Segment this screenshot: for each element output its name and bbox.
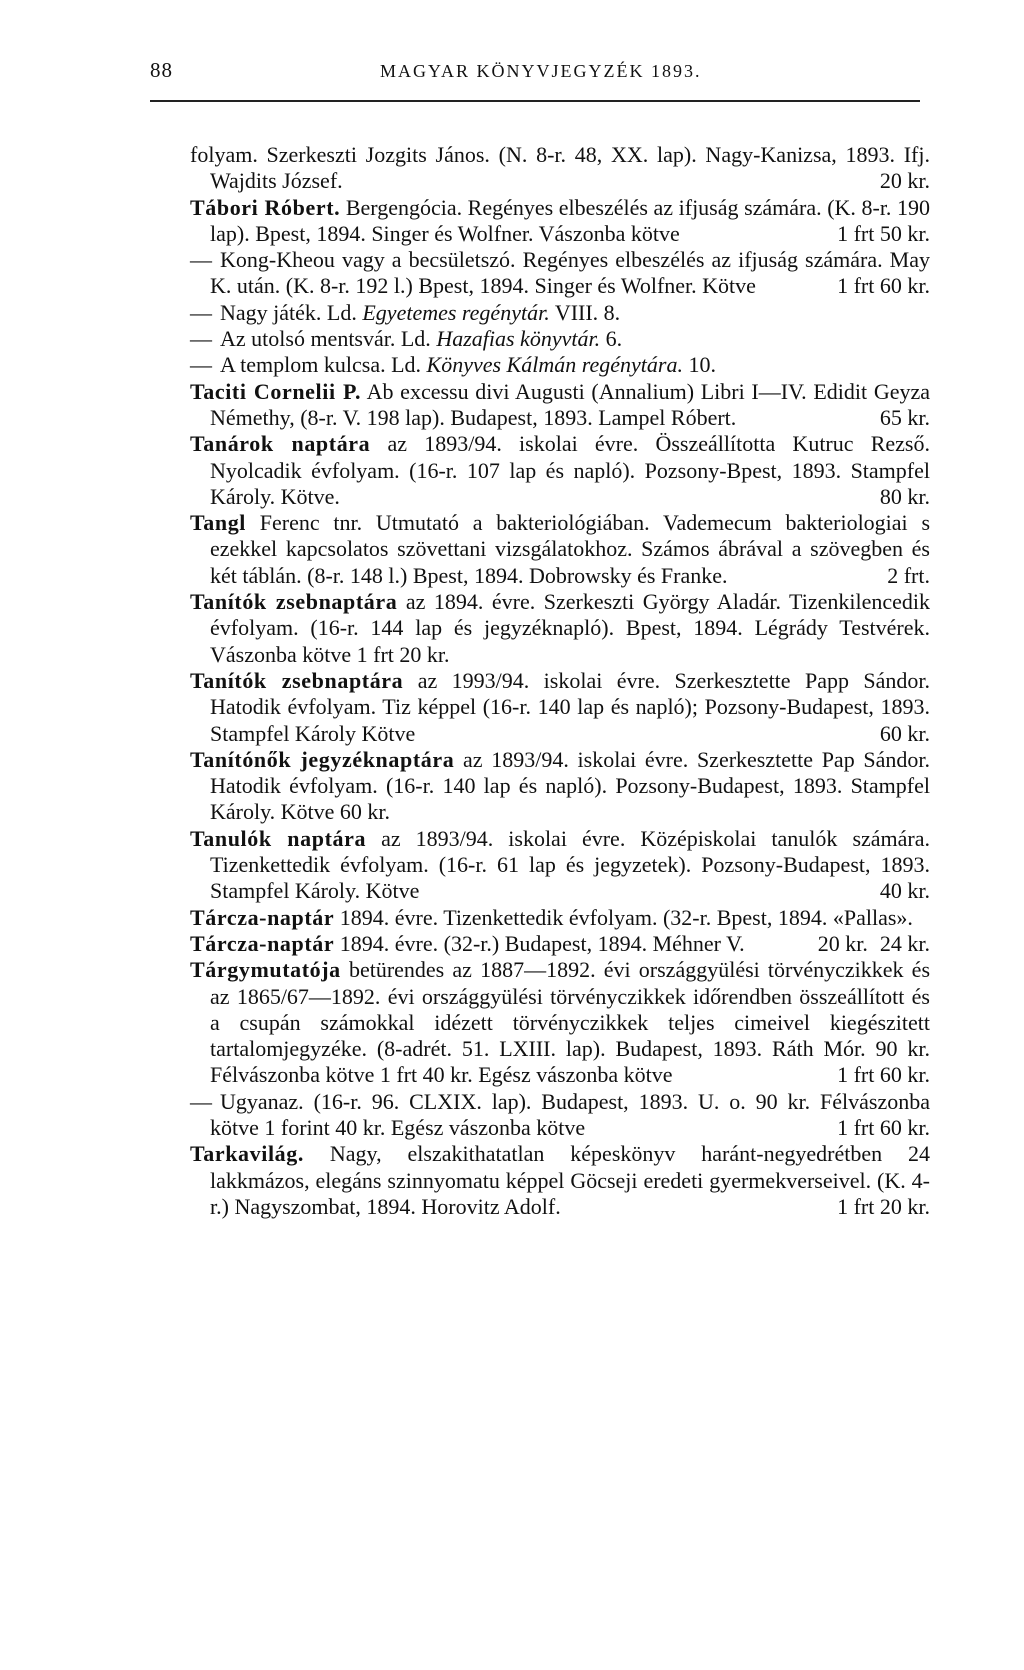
catalog-entry	[190, 379, 930, 432]
catalog-entry	[190, 957, 930, 1088]
entry-price: 1 frt 20 kr.	[837, 1193, 930, 1219]
entry-price: 20 kr.	[879, 168, 930, 194]
catalog-entry	[190, 142, 930, 195]
entry-text: 1894. évre. Tizenkettedik évfolyam. (32-r. Bpest, 1894. «Pallas».	[339, 904, 913, 930]
entry-price: 24 kr.	[879, 930, 930, 956]
entry-text: Ferenc tnr. Utmutató a bakteriológiában. Vademecum bakteriologiai s ezekkel kapcsolatos szövettani vizsgálatokhoz. Számos ábrával a szövegben és két táblán. (8-r. 148 l.) Bpest, 1894. Dobrowsky és Franke.	[210, 510, 930, 588]
entry-title: Tárgymutatója	[190, 957, 341, 983]
entry-text: 1894. évre. (32-r.) Budapest, 1894. Méhner V.	[339, 930, 745, 956]
entry-price: 60 kr.	[879, 720, 930, 746]
entry-price: 1 frt 50 kr.	[837, 220, 930, 246]
repeat-dash: —	[190, 299, 212, 325]
entry-text: Bergengócia. Regényes elbeszélés az ifjuság számára. (K. 8-r. 190 lap). Bpest, 1894. Singer és Wolfner. Vászonba kötve	[210, 194, 931, 246]
repeat-dash: —	[190, 1088, 212, 1114]
entry-price: 40 kr.	[879, 878, 930, 904]
header-rule	[150, 100, 920, 102]
entry-title: Taciti Cornelii P.	[190, 378, 362, 404]
repeat-dash: —	[190, 326, 212, 352]
entry-text: Az utolsó mentsvár. Ld.	[220, 326, 431, 352]
entry-title: Tangl	[190, 510, 247, 536]
repeat-dash: —	[190, 247, 212, 273]
entry-title: Tanulók naptára	[190, 825, 367, 851]
catalog-entry	[190, 247, 930, 300]
catalog-entry	[190, 931, 930, 957]
entry-text: az 1993/94. iskolai évre. Szerkesztette Papp Sándor. Hatodik évfolyam. Tiz képpel (16-r. 140 lap és napló); Pozsony-Budapest, 1893. Stampfel Károly Kötve	[210, 667, 930, 746]
repeat-dash: —	[190, 352, 212, 378]
series-number: 10.	[688, 352, 716, 378]
catalog-entry	[190, 668, 930, 747]
catalog-entry	[190, 1141, 930, 1220]
entry-text: Kong-Kheou vagy a becsületszó. Regényes elbeszélés az ifjuság számára. May K. után. (K. 8-r. 192 l.) Bpest, 1894. Singer és Wolfner. Kötve	[210, 247, 930, 299]
series-reference: Egyetemes regénytár.	[362, 299, 550, 325]
catalog-entry	[190, 195, 930, 248]
series-reference: Hazafias könyvtár.	[436, 326, 601, 352]
page-header	[150, 58, 920, 98]
entry-price: 1 frt 60 kr.	[837, 1062, 930, 1088]
catalog-entry	[190, 352, 930, 378]
series-number: VIII. 8.	[554, 299, 621, 325]
running-head: MAGYAR KÖNYVJEGYZÉK 1893.	[380, 61, 702, 81]
entry-price: 1 frt 60 kr.	[837, 1114, 930, 1140]
catalog-entry	[190, 747, 930, 826]
entry-price: 20 kr.	[817, 930, 868, 956]
entry-title: Tanítók zsebnaptára	[190, 667, 404, 693]
entry-text: Nagy játék. Ld.	[220, 299, 357, 325]
page-number: 88	[150, 58, 173, 82]
entry-text: az 1893/94. iskolai évre. Összeállította Kutruc Rezső. Nyolcadik évfolyam. (16-r. 107 lap és napló). Pozsony-Bpest, 1893. Stampfel Károly. Kötve.	[210, 431, 930, 509]
entry-price: 65 kr.	[879, 404, 930, 430]
catalog-entry	[190, 326, 930, 352]
entry-title: Tanárok naptára	[190, 431, 371, 457]
catalog-entry	[190, 510, 930, 589]
entry-text: az 1893/94. iskolai évre. Szerkesztette Pap Sándor. Hatodik évfolyam. (16-r. 140 lap és napló). Pozsony-Budapest, 1893. Stampfel Károly. Kötve 60 kr.	[210, 746, 930, 825]
entry-text: Ab excessu divi Augusti (Annalium) Libri I—IV. Edidit Geyza Némethy, (8-r. V. 198 lap). Budapest, 1893. Lampel Róbert.	[210, 378, 930, 430]
entry-price: 1 frt 60 kr.	[837, 273, 930, 299]
entry-title: Tárcza-naptár	[190, 930, 335, 956]
entry-text: Nagy, elszakithatatlan képeskönyv haránt-negyedrétben 24 lakkmázos, elegáns szinnyomatu képpel Göcseji eredeti gyermekverseivel. (K. 4-r.) Nagyszombat, 1894. Horovitz Adolf.	[210, 1141, 930, 1219]
entry-text: betürendes az 1887—1892. évi országgyülési törvényczikkek és az 1865/67—1892. évi országgyülési törvényczikkek időrendben összeállított és a csupán számokkal idézett törvényczikkek teljes cimeivel kiegészitett tartalomjegyzéke. (8-adrét. 51. LXIII. lap). Budapest, 1893. Ráth Mór. 90 kr. Félvászonba kötve 1 frt 40 kr. Egész vászonba kötve	[210, 957, 931, 1088]
entry-text: Ugyanaz. (16-r. 96. CLXIX. lap). Budapest, 1893. U. o. 90 kr. Félvászonba kötve 1 forint 40 kr. Egész vászonba kötve	[210, 1088, 930, 1140]
catalog-entry	[190, 1089, 930, 1142]
catalog-entry	[190, 431, 930, 510]
entry-title: Tanítók zsebnaptára	[190, 589, 398, 615]
entry-price: 2 frt.	[887, 562, 930, 588]
entry-text: A templom kulcsa. Ld.	[220, 352, 422, 378]
catalog-entry	[190, 826, 930, 905]
entry-text: folyam. Szerkeszti Jozgits János. (N. 8-r. 48, XX. lap). Nagy-Kanizsa, 1893. Ifj. Wajdits József.	[190, 142, 930, 194]
entry-text: az 1894. évre. Szerkeszti György Aladár. Tizenkilencedik évfolyam. (16-r. 144 lap és jegyzéknapló). Bpest, 1894. Légrády Testvérek. Vászonba kötve 1 frt 20 kr.	[210, 589, 930, 667]
series-reference: Könyves Kálmán regénytára.	[426, 352, 683, 378]
catalog-entry	[190, 589, 930, 668]
entry-title: Tanítónők jegyzéknaptára	[190, 746, 455, 772]
series-number: 6.	[605, 326, 623, 352]
catalog-entry	[190, 300, 930, 326]
entry-text: az 1893/94. iskolai évre. Középiskolai tanulók számára. Tizenkettedik évfolyam. (16-r. 61 lap és jegyzetek). Pozsony-Budapest, 1893. Stampfel Károly. Kötve	[210, 825, 930, 904]
entry-title: Tarkavilág.	[190, 1141, 304, 1167]
entry-title: Tárcza-naptár	[190, 904, 335, 930]
entry-list	[190, 142, 930, 1220]
entry-price: 80 kr.	[879, 483, 930, 509]
entry-title: Tábori Róbert.	[190, 194, 341, 220]
